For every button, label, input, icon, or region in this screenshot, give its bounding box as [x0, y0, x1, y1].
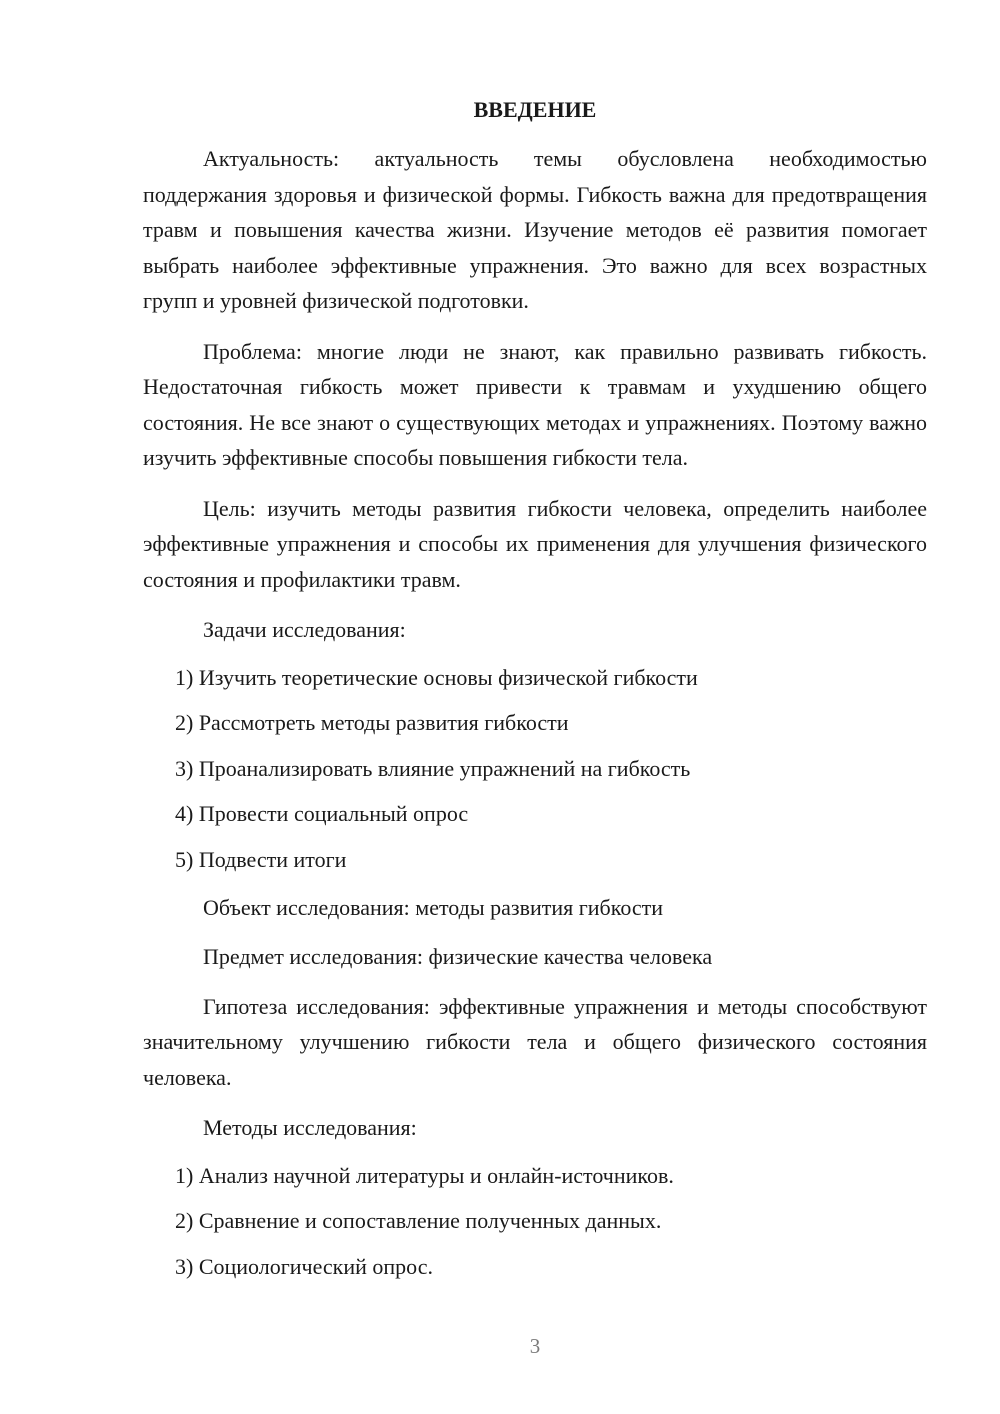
tasks-list [143, 662, 927, 876]
task-item: 2) Рассмотреть методы развития гибкости [175, 710, 569, 735]
section-title: ВВЕДЕНИЕ [473, 97, 597, 122]
problem-paragraph: Проблема: многие люди не знают, как правильно развивать гибкость. Недостаточная гибкость может привести к травмам и ухудшению общего состояния. Не все знают о существующих методах и упражнениях. Поэтому важно изучить эффективные способы повышения гибкости тела. [143, 338, 927, 470]
task-item: 3) Проанализировать влияние упражнений на гибкость [175, 755, 691, 781]
subject-paragraph: Предмет исследования: физические качества человека [203, 944, 713, 969]
task-item: 4) Провести социальный опрос [175, 801, 469, 826]
task-item: 1) Изучить теоретические основы физической гибкости [175, 664, 698, 690]
methods-heading: Методы исследования: [203, 1115, 417, 1140]
method-item: 3) Социологический опрос. [175, 1253, 433, 1279]
object-paragraph: Объект исследования: методы развития гибкости [203, 894, 664, 920]
task-item: 5) Подвести итоги [175, 846, 347, 872]
relevance-paragraph: Актуальность: актуальность темы обусловлена необходимостью поддержания здоровья и физической формы. Гибкость важна для предотвращения травм и повышения качества жизни. Изучение методов её развития помогает выбрать наиболее эффективные упражнения. Это важно для всех возрастных групп и уровней физической подготовки. [143, 146, 927, 313]
goal-paragraph: Цель: изучить методы развития гибкости человека, определить наиболее эффективные упражнения и способы их применения для улучшения физического состояния и профилактики травм. [143, 495, 927, 592]
page-number: 3 [529, 1334, 541, 1358]
methods-list [143, 1160, 927, 1283]
method-item: 1) Анализ научной литературы и онлайн-источников. [175, 1162, 674, 1188]
hypothesis-paragraph: Гипотеза исследования: эффективные упражнения и методы способствуют значительному улучшению гибкости тела и общего физического состояния человека. [143, 993, 927, 1090]
tasks-heading: Задачи исследования: [203, 617, 406, 642]
page-content [143, 94, 927, 1297]
method-item: 2) Сравнение и сопоставление полученных данных. [175, 1208, 662, 1233]
